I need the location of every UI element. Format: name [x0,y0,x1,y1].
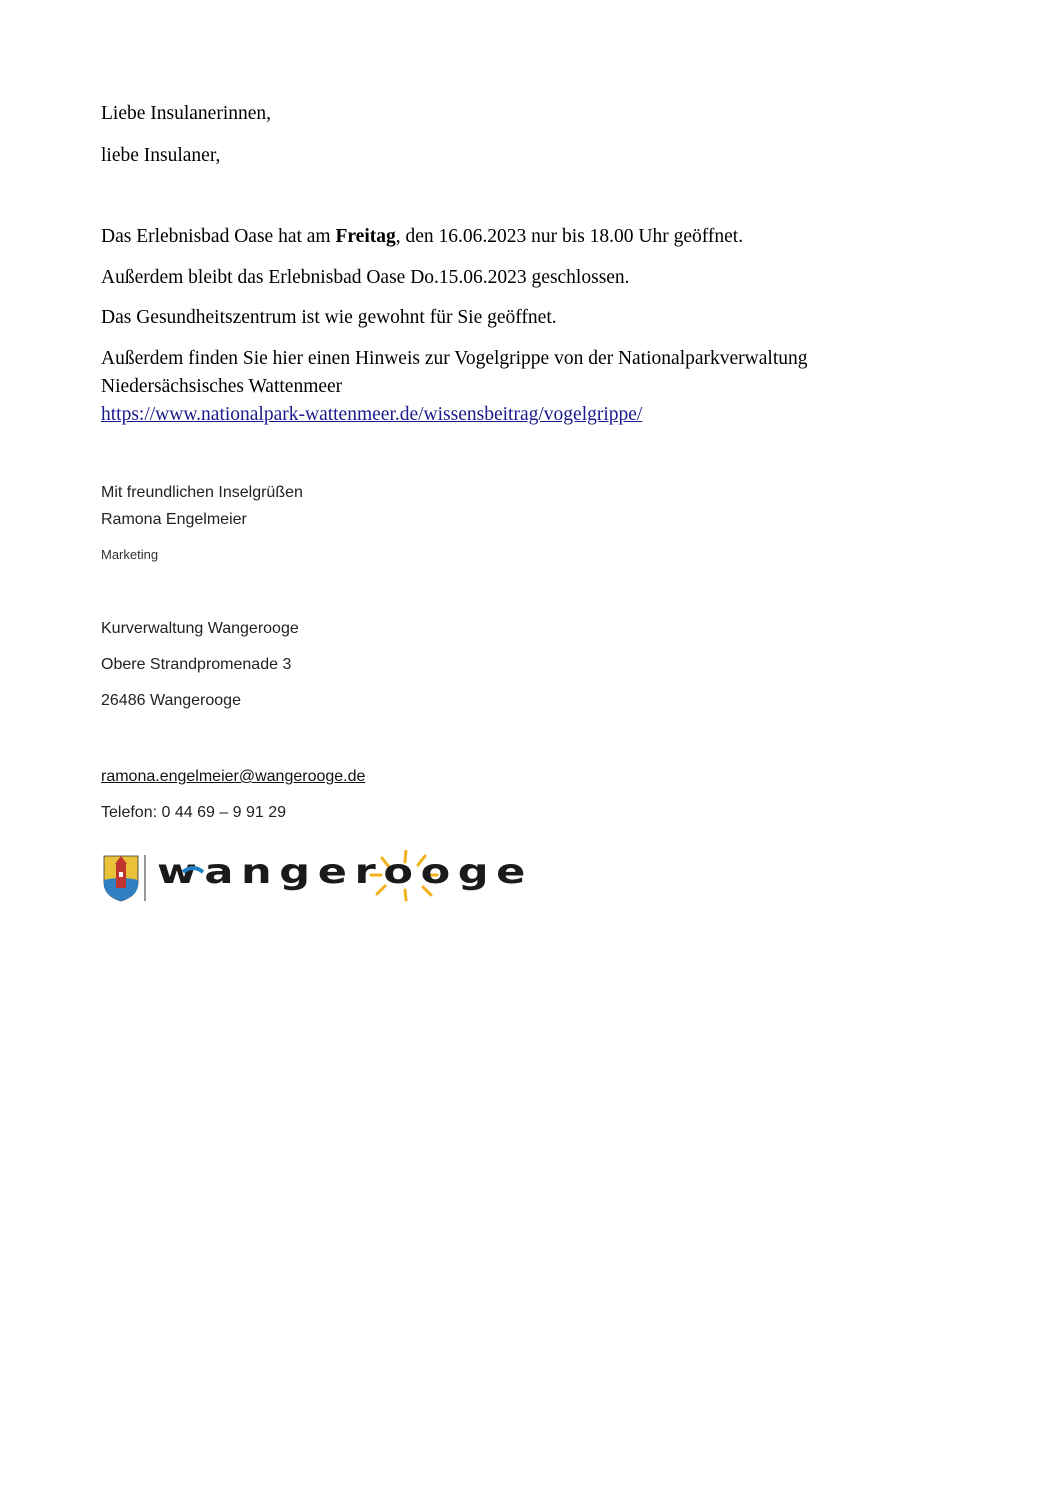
notice-bird-flu: Außerdem finden Sie hier einen Hinweis zur Vogelgrippe von der Nationalparkverwaltung [101,348,808,369]
greeting-line-2: liebe Insulaner, [101,145,221,166]
notice-friday-pre: Das Erlebnisbad Oase hat am [101,226,336,247]
greeting-line-1: Liebe Insulanerinnen, [101,103,272,124]
notice-closed: Außerdem bleibt das Erlebnisbad Oase Do.15.06.2023 geschlossen. [101,267,630,288]
signature-role: Marketing [101,547,159,562]
address-street: Obere Strandpromenade 3 [101,656,292,673]
wangerooge-logo [101,850,541,904]
notice-bird-flu-source: Niedersächsisches Wattenmeer [101,376,343,397]
signature-closing: Mit freundlichen Inselgrüßen [101,484,303,501]
bird-flu-link-wrap [101,401,642,429]
address-org: Kurverwaltung Wangerooge [101,620,299,637]
address-city: 26486 Wangerooge [101,692,241,709]
notice-friday-post: , den 16.06.2023 nur bis 18.00 Uhr geöffnet. [395,226,744,247]
notice-friday-bold: Freitag [335,226,396,247]
notice-friday [101,223,743,251]
logo-wordmark: wangerooge [157,852,533,892]
email-link[interactable]: ramona.engelmeier@wangerooge.de [101,768,366,785]
coat-of-arms-icon [104,856,138,901]
signature-name: Ramona Engelmeier [101,511,247,528]
bird-flu-link[interactable]: https://www.nationalpark-wattenmeer.de/wissensbeitrag/vogelgrippe/ [101,404,643,425]
notice-health-center: Das Gesundheitszentrum ist wie gewohnt für Sie geöffnet. [101,307,557,328]
email-wrap [101,767,365,787]
phone-number: Telefon: 0 44 69 – 9 91 29 [101,804,287,821]
